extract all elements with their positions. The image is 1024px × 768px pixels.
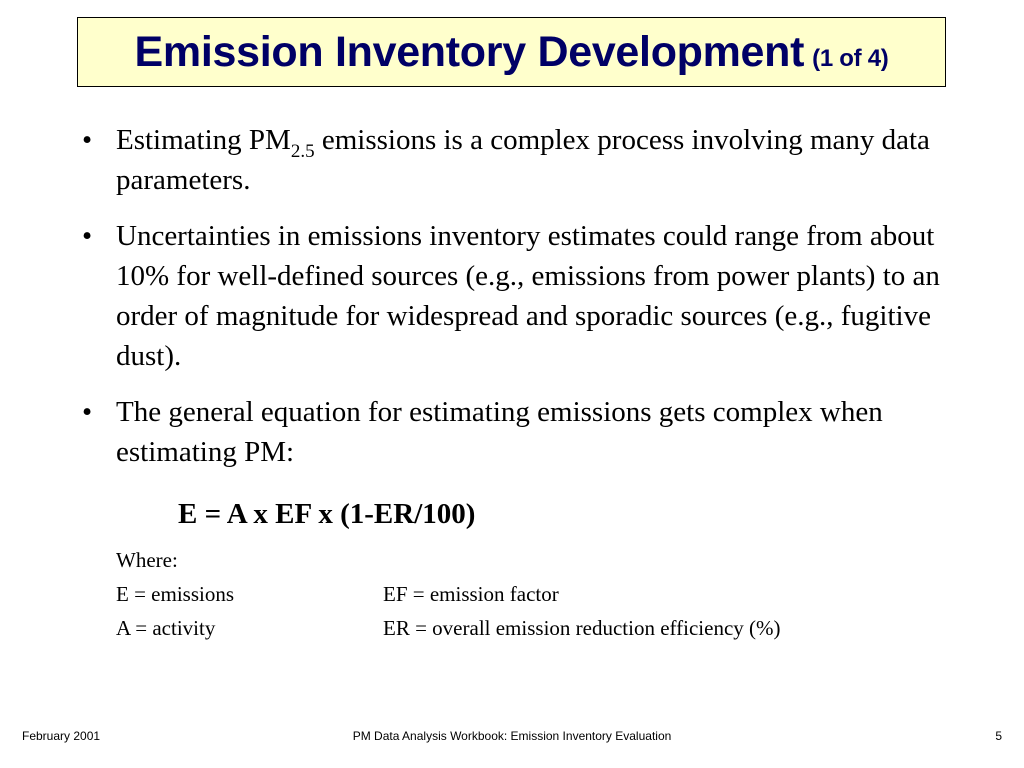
bullet-text: The general equation for estimating emissions gets complex when estimating PM: [116, 396, 883, 468]
definitions-heading: Where: [116, 548, 178, 572]
bullet-item [82, 120, 942, 200]
footer-source: PM Data Analysis Workbook: Emission Inventory Evaluation [352, 729, 672, 743]
slide-title [135, 28, 889, 77]
bullet-marker: • [82, 396, 93, 428]
definition-left: E = emissions [116, 582, 235, 606]
slide-title-main: Emission Inventory Development [134, 27, 805, 76]
bullet-marker: • [82, 220, 93, 252]
definitions-block [116, 543, 781, 645]
bullet-marker: • [82, 124, 93, 156]
bullet-text: Uncertainties in emissions inventory estimates could range from about 10% for well-defined sources (e.g., emissions from power plants) to an order of magnitude for widespread and sporadic sources (e.g., fugitive dust). [116, 220, 940, 372]
title-banner [77, 17, 946, 87]
pm-subscript: 2.5 [290, 141, 315, 162]
slide-title-part: (1 of 4) [812, 44, 889, 72]
footer-date: February 2001 [22, 729, 101, 743]
definition-right: EF = emission factor [383, 582, 559, 606]
bullet-text-start: Estimating PM [116, 124, 291, 156]
definition-row [116, 611, 781, 645]
bullet-item [82, 392, 942, 472]
definition-right: ER = overall emission reduction efficiency (%) [383, 616, 781, 640]
emission-equation: E = A x EF x (1-ER/100) [178, 498, 476, 530]
definition-row [116, 577, 559, 611]
bullet-item [82, 216, 942, 376]
definition-left: A = activity [116, 616, 216, 640]
bullet-list [82, 120, 942, 488]
footer-page-number: 5 [995, 729, 1002, 743]
bullet-text-end: emissions is a complex process involving many data parameters. [116, 124, 930, 196]
